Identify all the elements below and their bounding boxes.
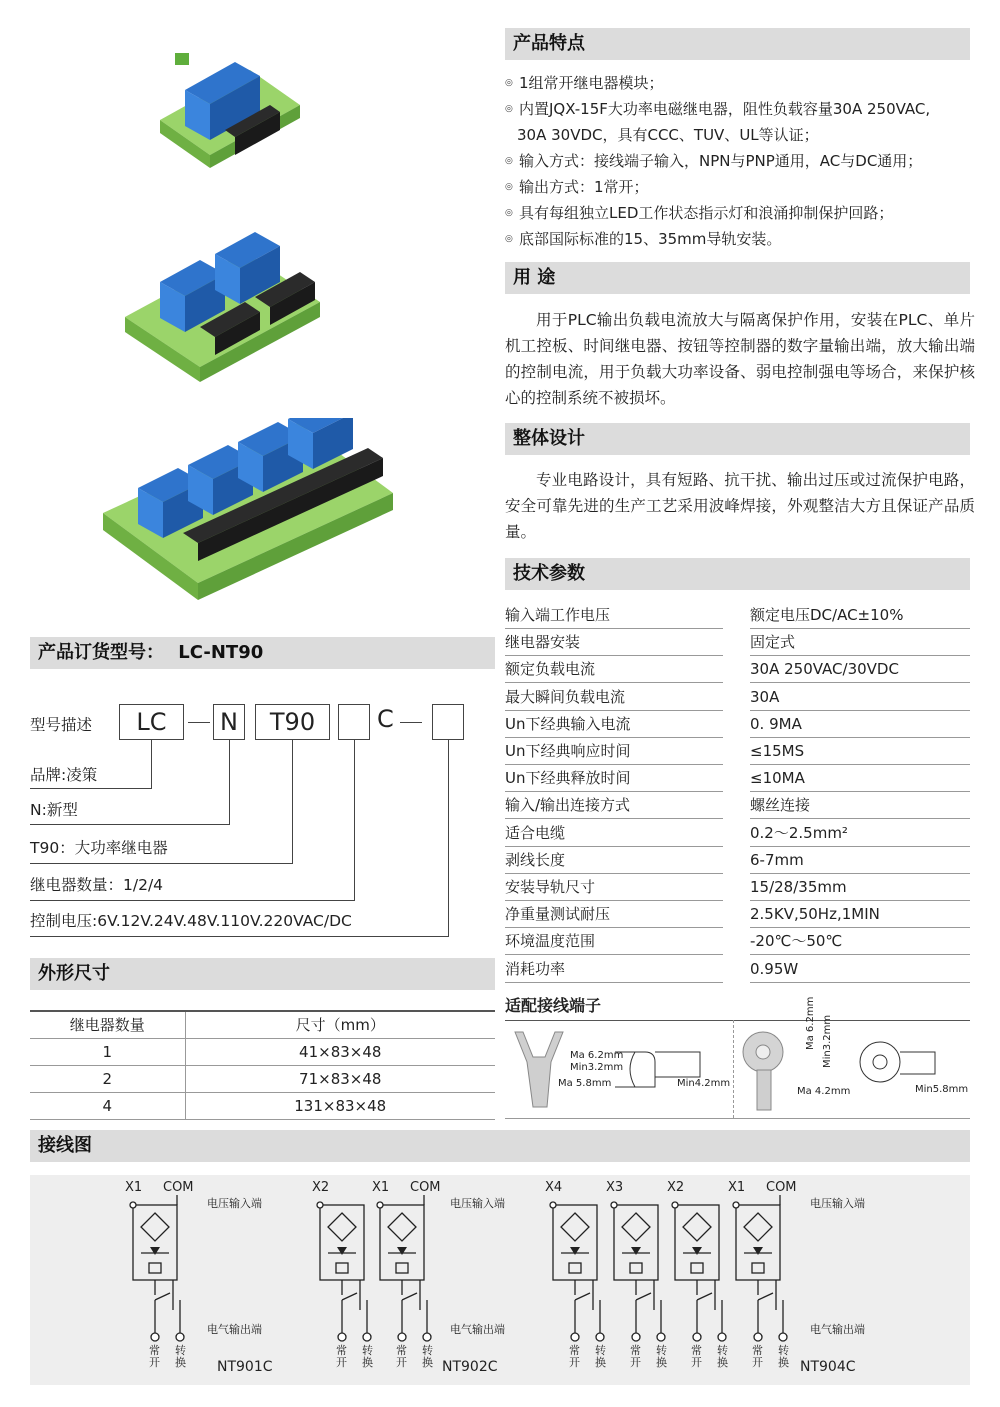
input-terminal-label: X4: [545, 1180, 563, 1195]
dims-header-size: 尺寸（mm）: [185, 1011, 495, 1038]
spec-value: ≤10MA: [750, 765, 970, 792]
spec-row: [505, 956, 970, 983]
normally-open-label: 常开: [752, 1344, 763, 1369]
normally-open-label: 常开: [630, 1344, 641, 1369]
feature-item: ◎ 内置JQX-15F大功率电磁继电器，阻性负载容量30A 250VAC,: [505, 96, 985, 122]
leader-lc: [151, 740, 152, 788]
spec-row: [505, 684, 970, 711]
spec-row: [505, 928, 970, 955]
dims-table: [30, 1010, 495, 1120]
changeover-label: 转换: [422, 1344, 433, 1369]
spec-value: 额定电压DC/AC±10%: [750, 602, 970, 629]
dims-count: 2: [30, 1065, 185, 1092]
feature-item: ◎ 输出方式：1常开；: [505, 174, 985, 200]
fork-min32: Min3.2mm: [570, 1062, 624, 1073]
spec-value: 30A: [750, 684, 970, 711]
feature-item: ◎ 1组常开继电器模块；: [505, 70, 985, 96]
spec-value: -20℃～50℃: [750, 928, 970, 955]
diagram-model-name: NT902C: [442, 1359, 498, 1375]
spec-key: 环境温度范围: [505, 928, 723, 955]
leader-voltage: [448, 740, 449, 936]
code-dash-2: [400, 722, 422, 723]
spec-key: 剥线长度: [505, 847, 723, 874]
voltage-input-label: 电压输入端: [450, 1197, 505, 1210]
spec-row: [505, 711, 970, 738]
ring-ma62: Ma 6.2mm: [805, 996, 816, 1050]
changeover-label: 转换: [595, 1344, 606, 1369]
leader-count-h: [30, 900, 355, 901]
t90-label: T90：大功率继电器: [30, 839, 168, 857]
normally-open-label: 常开: [149, 1344, 160, 1369]
spec-value: 0.2～2.5mm²: [750, 820, 970, 847]
changeover-label: 转换: [175, 1344, 186, 1369]
spec-value: 0. 9MA: [750, 711, 970, 738]
table-row: [30, 1092, 495, 1119]
fork-min42: Min4.2mm: [677, 1078, 731, 1089]
spec-row: [505, 738, 970, 765]
spec-key: 继电器安装: [505, 629, 723, 656]
code-box-lc: LC: [119, 704, 184, 740]
dims-heading: 外形尺寸: [30, 958, 495, 990]
leader-t90-h: [30, 863, 293, 864]
spec-value: 螺丝连接: [750, 792, 970, 819]
design-text: 专业电路设计，具有短路、抗干扰、输出过压或过流保护电路，安全可靠先进的生产工艺采用波峰焊接，外观整洁大方且保证产品质量。: [505, 471, 975, 541]
spec-row: [505, 602, 970, 629]
terminals-top-rule: [505, 1020, 970, 1021]
leader-n: [229, 740, 230, 824]
usage-text: 用于PLC输出负载电流放大与隔离保护作用，安装在PLC、单片机工控板、时间继电器、按钮等控制器的数字量输出端，放大输出端的控制电流，用于负载大功率设备、弱电控制强电等场合，来保护核心的控制系统不被损坏。: [505, 311, 975, 407]
dims-header-count: 继电器数量: [30, 1011, 185, 1038]
changeover-label: 转换: [717, 1344, 728, 1369]
features-list: [505, 70, 985, 252]
spec-row: [505, 847, 970, 874]
normally-open-label: 常开: [336, 1344, 347, 1369]
code-box-voltage: [432, 704, 464, 740]
changeover-label: 转换: [778, 1344, 789, 1369]
spec-row: [505, 629, 970, 656]
wiring-heading: 接线图: [30, 1130, 970, 1162]
dims-size: 71×83×48: [185, 1065, 495, 1092]
control-voltage-label: 控制电压:6V.12V.24V.48V.110V.220VAC/DC: [30, 912, 352, 930]
fork-ma62: Ma 6.2mm: [570, 1050, 624, 1061]
spec-row: [505, 874, 970, 901]
spec-value: ≤15MS: [750, 738, 970, 765]
dims-count: 1: [30, 1038, 185, 1065]
leader-n-h: [30, 824, 230, 825]
spec-key: Un下经典响应时间: [505, 738, 723, 765]
feature-item-continued: 30A 30VDC，具有CCC、TUV、UL等认证；: [517, 126, 819, 144]
product-image-4-relay: [98, 418, 398, 613]
new-type-label: N:新型: [30, 801, 78, 819]
ring-min58: Min5.8mm: [915, 1084, 969, 1095]
input-terminal-label: X1: [125, 1180, 143, 1195]
spec-row: [505, 820, 970, 847]
normally-open-label: 常开: [691, 1344, 702, 1369]
code-box-n: N: [213, 704, 245, 740]
spec-row: [505, 901, 970, 928]
leader-lc-h: [30, 788, 152, 789]
spec-row: [505, 792, 970, 819]
brand-label: 品牌:凌策: [30, 766, 98, 784]
product-image-2-relay: [115, 232, 330, 397]
voltage-input-label: 电压输入端: [207, 1197, 262, 1210]
fork-ma58: Ma 5.8mm: [558, 1078, 612, 1089]
leader-voltage-h: [30, 936, 449, 937]
feature-item: ◎ 输入方式：接线端子输入，NPN与PNP通用，AC与DC通用；: [505, 148, 985, 174]
diagram-model-name: NT901C: [217, 1359, 273, 1375]
design-heading: 整体设计: [505, 423, 970, 455]
normally-open-label: 常开: [569, 1344, 580, 1369]
features-heading: 产品特点: [505, 28, 970, 60]
order-heading: [30, 637, 495, 669]
spec-value: 0.95W: [750, 956, 970, 983]
tech-heading: 技术参数: [505, 558, 970, 590]
terminals-heading: 适配接线端子: [505, 996, 602, 1015]
dims-count: 4: [30, 1092, 185, 1119]
input-terminal-label: X2: [312, 1180, 330, 1195]
spec-key: Un下经典输入电流: [505, 711, 723, 738]
spec-row: [505, 656, 970, 683]
spec-value: 固定式: [750, 629, 970, 656]
input-terminal-label: X2: [667, 1180, 685, 1195]
feature-item: ◎ 具有每组独立LED工作状态指示灯和浪涌抑制保护回路；: [505, 200, 985, 226]
changeover-label: 转换: [656, 1344, 667, 1369]
code-box-t90: T90: [255, 704, 330, 740]
leader-t90: [292, 740, 293, 863]
spec-key: 适合电缆: [505, 820, 723, 847]
spec-key: Un下经典释放时间: [505, 765, 723, 792]
spec-key: 最大瞬间负载电流: [505, 684, 723, 711]
terminals-divider: [733, 1020, 734, 1118]
order-label: 产品订货型号：: [38, 642, 164, 663]
spec-row: [505, 765, 970, 792]
spec-value: 15/28/35mm: [750, 874, 970, 901]
com-label: COM: [410, 1180, 441, 1195]
table-row: [30, 1065, 495, 1092]
order-model: LC-NT90: [178, 642, 264, 663]
spec-value: 2.5KV,50Hz,1MIN: [750, 901, 970, 928]
code-box-count: [338, 704, 370, 740]
code-letter-c: C: [377, 705, 394, 733]
changeover-label: 转换: [362, 1344, 373, 1369]
input-terminal-label: X1: [372, 1180, 390, 1195]
input-terminal-label: X1: [728, 1180, 746, 1195]
feature-item: ◎ 底部国际标准的15、35mm导轨安装。: [505, 226, 985, 252]
spec-key: 消耗功率: [505, 956, 723, 983]
electric-output-label: 电气输出端: [450, 1323, 505, 1336]
spec-key: 净重量测试耐压: [505, 901, 723, 928]
spec-key: 安装导轨尺寸: [505, 874, 723, 901]
relay-count-label: 继电器数量：1/2/4: [30, 876, 164, 894]
code-dash: [188, 722, 210, 723]
spec-key: 输入端工作电压: [505, 602, 723, 629]
leader-count: [354, 740, 355, 900]
ring-min32: Min3.2mm: [822, 1014, 833, 1068]
voltage-input-label: 电压输入端: [810, 1197, 865, 1210]
diagram-model-name: NT904C: [800, 1359, 856, 1375]
ring-ma42: Ma 4.2mm: [797, 1086, 851, 1097]
input-terminal-label: X3: [606, 1180, 624, 1195]
spec-key: 额定负载电流: [505, 656, 723, 683]
spec-key: 输入/输出连接方式: [505, 792, 723, 819]
product-image-1-relay: [140, 50, 310, 180]
spec-value: 30A 250VAC/30VDC: [750, 656, 970, 683]
com-label: COM: [163, 1180, 194, 1195]
ring-terminal-drawing: [735, 1022, 970, 1117]
normally-open-label: 常开: [396, 1344, 407, 1369]
table-row: [30, 1038, 495, 1065]
com-label: COM: [766, 1180, 797, 1195]
electric-output-label: 电气输出端: [810, 1323, 865, 1336]
dims-size: 131×83×48: [185, 1092, 495, 1119]
dims-size: 41×83×48: [185, 1038, 495, 1065]
electric-output-label: 电气输出端: [207, 1323, 262, 1336]
usage-heading: 用 途: [505, 262, 970, 294]
model-desc-label: 型号描述: [30, 716, 93, 734]
spec-value: 6-7mm: [750, 847, 970, 874]
terminals-bottom-rule: [505, 1118, 970, 1119]
